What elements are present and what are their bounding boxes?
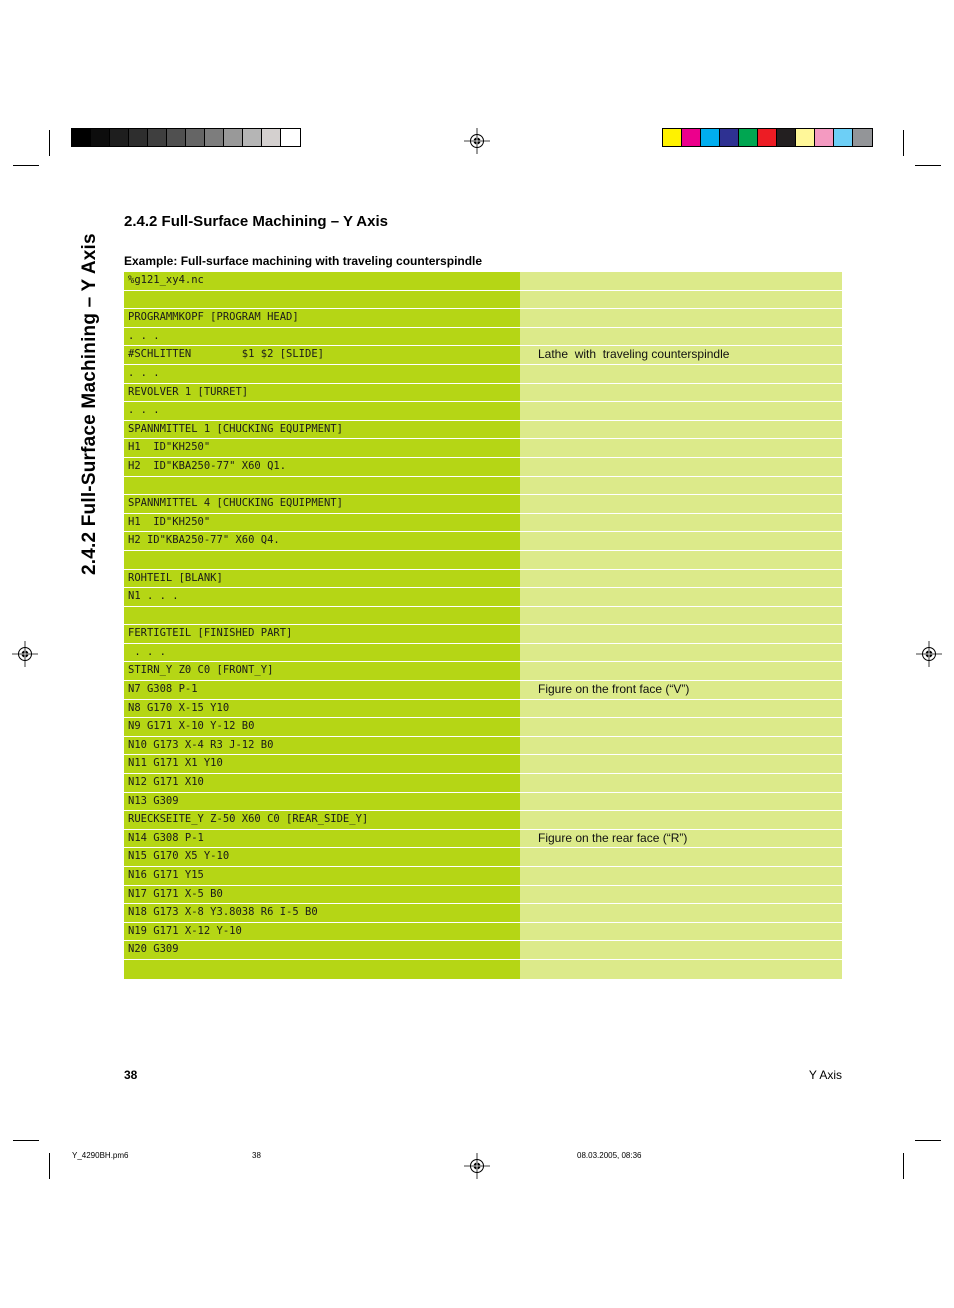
color-swatch	[682, 129, 701, 146]
slug-date: 08.03.2005, 08:36	[577, 1151, 642, 1160]
code-comment	[520, 700, 842, 719]
crop-mark	[49, 1153, 50, 1179]
crop-mark	[13, 1140, 39, 1141]
code-line: REVOLVER 1 [TURRET]	[124, 384, 520, 403]
color-swatch	[758, 129, 777, 146]
table-row	[124, 830, 842, 849]
table-row	[124, 570, 842, 589]
code-comment	[520, 365, 842, 384]
process-color-bar	[662, 128, 873, 147]
code-comment	[520, 848, 842, 867]
table-row	[124, 402, 842, 421]
code-comment	[520, 625, 842, 644]
table-row	[124, 421, 842, 440]
table-row	[124, 644, 842, 663]
code-comment	[520, 737, 842, 756]
color-swatch	[224, 129, 243, 146]
code-line: N7 G308 P-1	[124, 681, 520, 700]
code-comment: Figure on the rear face (“R”)	[520, 830, 842, 849]
color-swatch	[186, 129, 205, 146]
code-line: N15 G170 X5 Y-10	[124, 848, 520, 867]
page-number: 38	[124, 1068, 138, 1082]
registration-mark-icon	[916, 641, 942, 667]
color-swatch	[262, 129, 281, 146]
color-swatch	[129, 129, 148, 146]
code-comment	[520, 793, 842, 812]
code-line: N13 G309	[124, 793, 520, 812]
code-line: N19 G171 X-12 Y-10	[124, 923, 520, 942]
code-comment	[520, 960, 842, 979]
code-line: . . .	[124, 328, 520, 347]
code-line	[124, 477, 520, 496]
table-row	[124, 904, 842, 923]
registration-mark-icon	[12, 641, 38, 667]
code-line: H1 ID"KH250"	[124, 514, 520, 533]
color-swatch	[663, 129, 682, 146]
code-line: N20 G309	[124, 941, 520, 960]
code-comment	[520, 532, 842, 551]
code-comment: Figure on the front face (“V”)	[520, 681, 842, 700]
crop-mark	[13, 165, 39, 166]
code-comment	[520, 662, 842, 681]
table-row	[124, 625, 842, 644]
code-comment	[520, 495, 842, 514]
code-line: N14 G308 P-1	[124, 830, 520, 849]
table-row	[124, 960, 842, 979]
code-line: SPANNMITTEL 1 [CHUCKING EQUIPMENT]	[124, 421, 520, 440]
code-line	[124, 291, 520, 310]
slug-page: 38	[252, 1151, 261, 1160]
color-swatch	[834, 129, 853, 146]
table-row	[124, 458, 842, 477]
table-row	[124, 328, 842, 347]
table-row	[124, 588, 842, 607]
table-row	[124, 607, 842, 626]
table-row	[124, 495, 842, 514]
table-row	[124, 774, 842, 793]
code-line: N18 G173 X-8 Y3.8038 R6 I-5 B0	[124, 904, 520, 923]
code-line	[124, 607, 520, 626]
table-row	[124, 346, 842, 365]
color-swatch	[205, 129, 224, 146]
code-comment	[520, 291, 842, 310]
code-line: H1 ID"KH250"	[124, 439, 520, 458]
code-line: H2 ID"KBA250-77" X60 Q1.	[124, 458, 520, 477]
code-comment	[520, 384, 842, 403]
code-line: RUECKSEITE_Y Z-50 X60 C0 [REAR_SIDE_Y]	[124, 811, 520, 830]
color-swatch	[815, 129, 834, 146]
color-swatch	[701, 129, 720, 146]
code-line: ROHTEIL [BLANK]	[124, 570, 520, 589]
side-chapter-title: 2.4.2 Full-Surface Machining – Y Axis	[79, 233, 100, 575]
color-swatch	[243, 129, 262, 146]
table-row	[124, 886, 842, 905]
code-line: %g121_xy4.nc	[124, 272, 520, 291]
table-row	[124, 811, 842, 830]
table-row	[124, 532, 842, 551]
table-row	[124, 309, 842, 328]
code-comment	[520, 402, 842, 421]
code-comment	[520, 477, 842, 496]
code-comment	[520, 439, 842, 458]
code-line: N11 G171 X1 Y10	[124, 755, 520, 774]
color-swatch	[853, 129, 872, 146]
code-line: N17 G171 X-5 B0	[124, 886, 520, 905]
code-comment	[520, 272, 842, 291]
code-line: N10 G173 X-4 R3 J-12 B0	[124, 737, 520, 756]
table-row	[124, 681, 842, 700]
table-row	[124, 439, 842, 458]
code-comment	[520, 923, 842, 942]
crop-mark	[915, 1140, 941, 1141]
crop-mark	[49, 130, 50, 156]
code-line: . . .	[124, 644, 520, 663]
table-row	[124, 793, 842, 812]
slug-file-name: Y_4290BH.pm6	[72, 1151, 129, 1160]
code-line: N9 G171 X-10 Y-12 B0	[124, 718, 520, 737]
code-comment	[520, 867, 842, 886]
code-comment: Lathe with traveling counterspindle	[520, 346, 842, 365]
code-comment	[520, 941, 842, 960]
color-swatch	[148, 129, 167, 146]
code-comment	[520, 514, 842, 533]
table-row	[124, 662, 842, 681]
code-line	[124, 960, 520, 979]
table-row	[124, 755, 842, 774]
code-line: PROGRAMMKOPF [PROGRAM HEAD]	[124, 309, 520, 328]
running-footer: Y Axis	[808, 1068, 842, 1082]
code-comment	[520, 774, 842, 793]
table-row	[124, 477, 842, 496]
table-row	[124, 514, 842, 533]
section-title: 2.4.2 Full-Surface Machining – Y Axis	[124, 213, 388, 230]
color-swatch	[281, 129, 300, 146]
code-line	[124, 551, 520, 570]
code-line: . . .	[124, 402, 520, 421]
color-swatch	[72, 129, 91, 146]
table-row	[124, 291, 842, 310]
code-line: STIRN_Y Z0 C0 [FRONT_Y]	[124, 662, 520, 681]
code-comment	[520, 588, 842, 607]
code-line: H2 ID"KBA250-77" X60 Q4.	[124, 532, 520, 551]
color-swatch	[777, 129, 796, 146]
example-title: Example: Full-surface machining with traveling counterspindle	[124, 254, 483, 268]
crop-mark	[903, 130, 904, 156]
code-comment	[520, 886, 842, 905]
code-comment	[520, 607, 842, 626]
table-row	[124, 272, 842, 291]
crop-mark	[903, 1153, 904, 1179]
color-swatch	[796, 129, 815, 146]
code-comment	[520, 551, 842, 570]
table-row	[124, 923, 842, 942]
code-line: . . .	[124, 365, 520, 384]
code-line: #SCHLITTEN $1 $2 [SLIDE]	[124, 346, 520, 365]
code-comment	[520, 644, 842, 663]
code-comment	[520, 718, 842, 737]
code-comment	[520, 309, 842, 328]
code-line: N8 G170 X-15 Y10	[124, 700, 520, 719]
code-line: FERTIGTEIL [FINISHED PART]	[124, 625, 520, 644]
code-line: N1 . . .	[124, 588, 520, 607]
table-row	[124, 384, 842, 403]
table-row	[124, 718, 842, 737]
code-comment	[520, 755, 842, 774]
table-row	[124, 941, 842, 960]
nc-program-table	[124, 272, 842, 979]
color-swatch	[720, 129, 739, 146]
code-line: SPANNMITTEL 4 [CHUCKING EQUIPMENT]	[124, 495, 520, 514]
table-row	[124, 848, 842, 867]
code-comment	[520, 458, 842, 477]
code-comment	[520, 328, 842, 347]
table-row	[124, 737, 842, 756]
grayscale-color-bar	[71, 128, 301, 147]
code-comment	[520, 570, 842, 589]
crop-mark	[915, 165, 941, 166]
registration-mark-icon	[464, 1153, 490, 1179]
color-swatch	[167, 129, 186, 146]
code-comment	[520, 904, 842, 923]
table-row	[124, 551, 842, 570]
table-row	[124, 365, 842, 384]
registration-mark-icon	[464, 128, 490, 154]
code-comment	[520, 811, 842, 830]
table-row	[124, 700, 842, 719]
color-swatch	[739, 129, 758, 146]
code-comment	[520, 421, 842, 440]
color-swatch	[91, 129, 110, 146]
code-line: N16 G171 Y15	[124, 867, 520, 886]
color-swatch	[110, 129, 129, 146]
table-row	[124, 867, 842, 886]
code-line: N12 G171 X10	[124, 774, 520, 793]
